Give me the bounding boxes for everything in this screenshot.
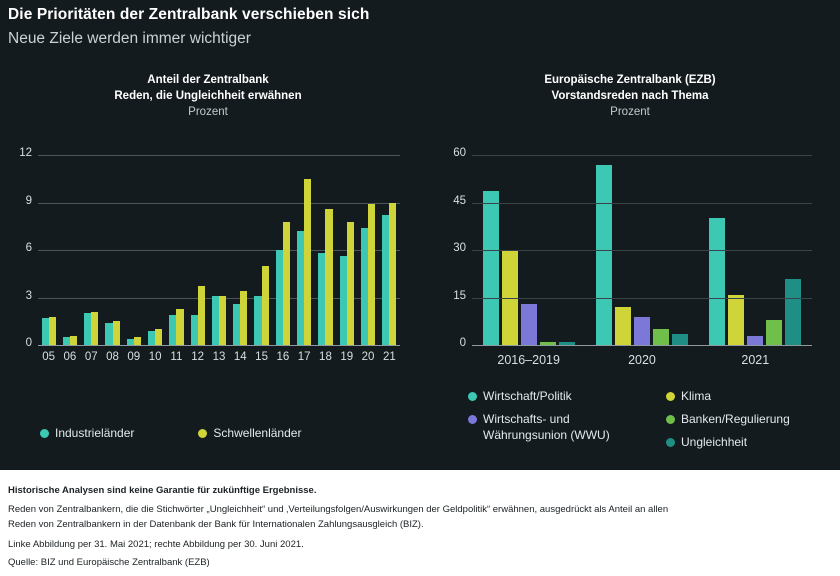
bar [389,203,396,346]
x-tick-label: 08 [106,351,119,363]
bar [49,317,56,346]
y-tick-label: 0 [459,337,466,349]
x-tick-label: 19 [340,351,354,363]
legend-label: Banken/Regulierung [681,412,790,426]
bar [653,329,669,345]
bar [262,266,269,345]
legend-dot-icon [666,415,675,424]
x-tick-label: 06 [63,351,77,363]
bar [785,279,801,346]
legend-dot-icon [468,392,477,401]
right-bar-chart [472,155,812,345]
gridline [472,298,812,299]
bar [127,339,134,345]
right-legend [468,388,828,450]
legend-item-schwellenlaender[interactable] [198,425,301,441]
legend-dot-icon [666,438,675,447]
bar [169,315,176,345]
bar [176,309,183,345]
right-panel-title-line1: Europäische Zentralbank (EZB) [544,74,716,86]
x-tick-label: 11 [170,351,183,363]
bar [382,215,389,345]
bar [276,250,283,345]
bar [254,296,261,345]
x-tick-label: 2016–2019 [497,353,560,367]
x-tick-label: 07 [84,351,98,363]
y-tick-label: 45 [453,194,466,207]
bar [134,337,141,345]
bar [42,318,49,345]
legend-dot-icon [40,429,49,438]
y-tick-label: 3 [25,289,32,302]
bar [340,256,347,345]
bar [368,204,375,345]
gridline [472,155,812,156]
legend-item-industrielaender[interactable] [40,425,134,441]
footnote-source: Quelle: BIZ und Europäische Zentralbank (EZB) [8,557,210,568]
footnote-line-4: Linke Abbildung per 31. Mai 2021; rechte Abbildung per 30. Juni 2021. [8,539,304,550]
bar [84,313,91,345]
left-panel-unit: Prozent [188,106,228,118]
left-panel-title-line1: Anteil der Zentralbank [147,74,269,86]
left-legend [40,425,400,441]
legend-item-wirtschaft-politik[interactable] [468,388,648,404]
x-tick-label: 05 [42,351,56,363]
x-axis-line [472,345,812,346]
y-tick-label: 6 [25,242,32,254]
x-tick-label: 20 [361,351,375,363]
bar [596,165,612,346]
page-subtitle: Neue Ziele werden immer wichtiger [8,30,251,47]
y-tick-label: 15 [453,289,466,302]
bar [297,231,304,345]
y-tick-label: 30 [453,242,466,254]
footnote-line-2: Reden von Zentralbankern, die die Stichwörter „Ungleichheit“ und ‚Verteilungsfolgen/Auswirkungen der Geldpolitik“ erwähnen, ausgedrückt als Anteil an allen [8,504,669,515]
legend-item-wwu[interactable] [468,411,648,443]
gridline [472,203,812,204]
x-tick-label: 13 [212,351,226,363]
left-panel-title-line2: Reden, die Ungleichheit erwähnen [114,90,302,102]
bar [615,307,631,345]
x-tick-label: 16 [276,351,290,363]
footnote-line-3: Reden von Zentralbankern in der Datenbank der Bank für Internationalen Zahlungsausgleich (BIZ). [8,519,424,530]
right-panel-title-line2: Vorstandsreden nach Thema [551,90,709,102]
bar [91,312,98,345]
bar [347,222,354,346]
footnote-line-1: Historische Analysen sind keine Garantie für zukünftige Ergebnisse. [8,485,317,496]
bar [483,191,499,345]
legend-label: Wirtschafts- und Währungsunion (WWU) [483,412,610,442]
legend-item-klima[interactable] [666,388,826,404]
bar [240,291,247,345]
legend-label: Schwellenländer [213,426,302,440]
bar [634,317,650,346]
left-panel-header [18,72,398,121]
bar [766,320,782,345]
x-tick-label: 15 [255,351,268,363]
bar [318,253,325,345]
gridline [472,250,812,251]
legend-label: Wirtschaft/Politik [483,389,572,403]
x-tick-label: 17 [297,351,311,363]
x-tick-label: 2020 [628,353,656,367]
bar [709,218,725,345]
bar [63,337,70,345]
legend-dot-icon [198,429,207,438]
legend-dot-icon [468,415,477,424]
legend-label: Ungleichheit [681,435,748,449]
y-tick-label: 60 [453,147,466,159]
bar [212,296,219,345]
bar [325,209,332,345]
x-tick-label: 09 [127,351,141,363]
bar [70,336,77,346]
bar [521,304,537,345]
bar [747,336,763,346]
gridline [38,345,400,346]
x-tick-label: 2021 [741,353,770,367]
bar [728,295,744,345]
left-bar-chart [38,155,400,345]
bar [155,329,162,345]
bar [361,228,368,345]
legend-dot-icon [666,392,675,401]
bar [191,315,198,345]
legend-item-ungleichheit[interactable] [666,434,826,450]
legend-label: Klima [681,389,712,403]
right-panel-unit: Prozent [610,106,650,118]
page-title: Die Prioritäten der Zentralbank verschieben sich [8,6,370,23]
legend-item-banken-regulierung[interactable] [666,411,826,427]
legend-label: Industrieländer [55,426,135,440]
y-tick-label: 0 [25,337,32,349]
bar [219,296,226,345]
y-tick-label: 12 [19,147,32,159]
x-tick-label: 18 [319,351,332,363]
x-tick-label: 12 [191,351,205,363]
bar [148,331,155,345]
bar [283,222,290,346]
x-tick-label: 14 [233,351,247,363]
bar [672,334,688,345]
right-panel-header [440,72,820,121]
bar [113,321,120,345]
left-bars [38,155,400,345]
x-tick-label: 10 [148,351,162,363]
bar [304,179,311,345]
y-tick-label: 9 [25,194,32,207]
x-tick-label: 21 [382,351,396,363]
bar [198,286,205,345]
bar [105,323,112,345]
bar [233,304,240,345]
